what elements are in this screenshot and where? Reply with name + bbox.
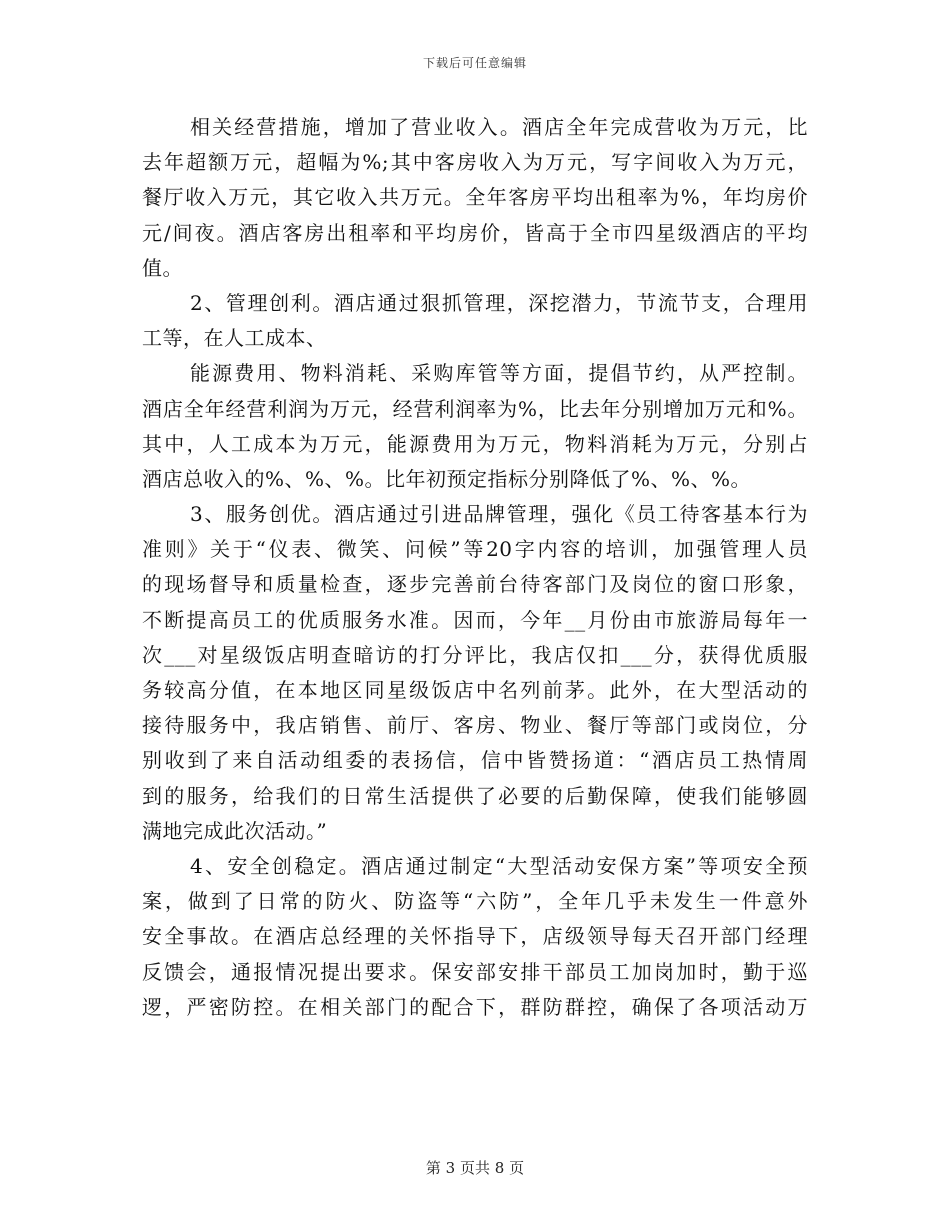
text-line: 反馈会，通报情况提出要求。保安部安排干部员工加岗加时，勤于巡 [142, 959, 808, 984]
text-line: 2、管理创利。酒店通过狠抓管理，深挖潜力，节流节支，合理用 [190, 290, 808, 315]
text-line: 不断提高员工的优质服务水准。因而，今年__月份由市旅游局每年一 [142, 607, 808, 632]
text-line: 去年超额万元，超幅为%;其中客房收入为万元，写字间收入为万元， [142, 150, 808, 175]
text-line: 到的服务，给我们的日常生活提供了必要的后勤保障，使我们能够圆 [142, 783, 808, 808]
text-line: 元/间夜。酒店客房出租率和平均房价，皆高于全市四星级酒店的平均 [142, 220, 808, 245]
text-line: 酒店总收入的%、%、%。比年初预定指标分别降低了%、%、%。 [142, 466, 752, 491]
text-line: 值。 [142, 255, 183, 280]
text-line: 接待服务中，我店销售、前厅、客房、物业、餐厅等部门或岗位，分 [142, 713, 808, 738]
page-header: 下载后可任意编辑 [422, 56, 527, 70]
text-line: 的现场督导和质量检查，逐步完善前台待客部门及岗位的窗口形象， [142, 572, 808, 597]
text-line: 安全事故。在酒店总经理的关怀指导下，店级领导每天召开部门经理 [142, 924, 808, 949]
text-line: 3、服务创优。酒店通过引进品牌管理，强化《员工待客基本行为 [190, 502, 808, 527]
text-line: 能源费用、物料消耗、采购库管等方面，提倡节约，从严控制。 [190, 361, 808, 386]
document-body [142, 110, 808, 1025]
text-line: 工等，在人工成本、 [142, 326, 327, 351]
text-line: 餐厅收入万元，其它收入共万元。全年客房平均出租率为%，年均房价 [142, 185, 808, 210]
text-line: 次___对星级饭店明查暗访的打分评比，我店仅扣___分，获得优质服 [142, 642, 808, 667]
text-line: 准则》关于“仪表、微笑、问候”等20字内容的培训，加强管理人员 [142, 537, 808, 562]
text-line: 满地完成此次活动。” [142, 818, 328, 843]
text-line: 其中，人工成本为万元，能源费用为万元，物料消耗为万元，分别占 [142, 431, 808, 456]
text-line: 务较高分值，在本地区同星级饭店中名列前茅。此外，在大型活动的 [142, 678, 808, 702]
text-line: 逻，严密防控。在相关部门的配合下，群防群控，确保了各项活动万 [142, 994, 808, 1019]
page-footer: 第 3 页共 8 页 [425, 1159, 525, 1177]
text-line: 案，做到了日常的防火、防盗等“六防”，全年几乎未发生一件意外 [142, 889, 808, 914]
text-line: 酒店全年经营利润为万元，经营利润率为%，比去年分别增加万元和%。 [142, 396, 808, 421]
text-line: 相关经营措施，增加了营业收入。酒店全年完成营收为万元，比 [190, 115, 808, 139]
text-line: 4、安全创稳定。酒店通过制定“大型活动安保方案”等项安全预 [190, 853, 808, 878]
text-line: 别收到了来自活动组委的表扬信，信中皆赞扬道：“酒店员工热情周 [142, 748, 808, 773]
